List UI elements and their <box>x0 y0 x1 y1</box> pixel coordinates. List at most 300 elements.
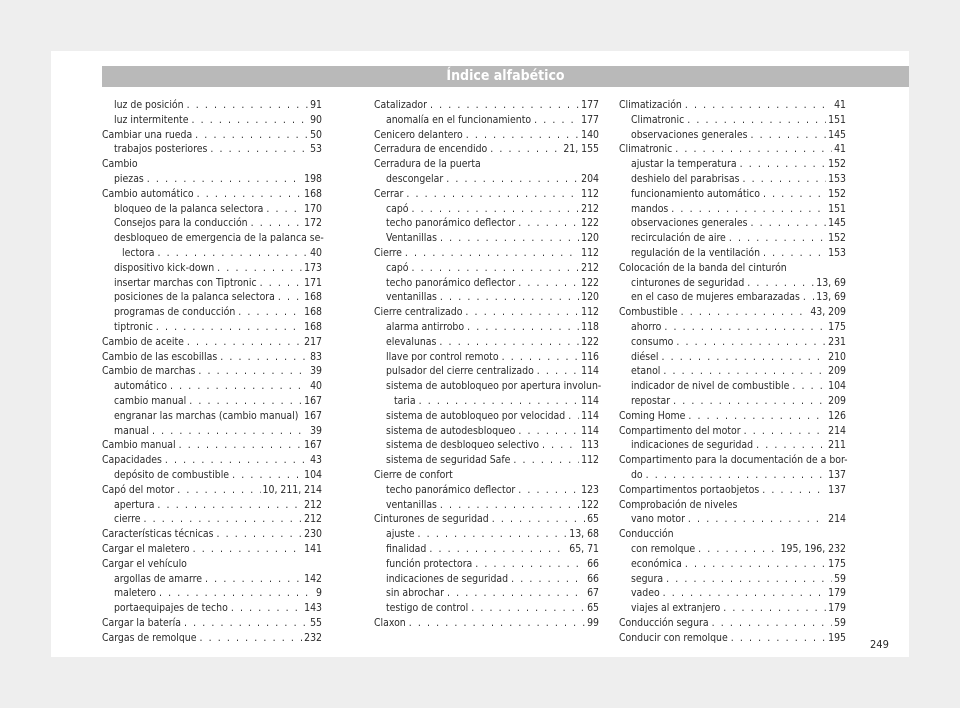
index-page-ref: 210 <box>828 350 846 363</box>
dot-leader <box>803 290 814 305</box>
dot-leader <box>518 276 579 291</box>
dot-leader <box>663 586 826 601</box>
dot-leader <box>210 142 308 157</box>
index-page-ref: 171 <box>304 276 322 289</box>
dot-leader <box>301 409 302 424</box>
index-page-ref: 168 <box>304 306 322 319</box>
index-page-ref: 212 <box>304 513 322 526</box>
index-term: testigo de control <box>386 602 469 615</box>
index-page-ref: 153 <box>828 246 846 259</box>
index-page-ref: 122 <box>581 276 599 289</box>
index-term: Compartimentos portaobjetos <box>619 483 760 496</box>
index-page-ref: 112 <box>581 246 599 259</box>
index-term: Cerrar <box>374 187 404 200</box>
index-term: observaciones generales <box>631 128 748 141</box>
dot-leader <box>197 187 303 202</box>
index-page-ref: 145 <box>828 128 846 141</box>
dot-leader <box>405 246 579 261</box>
index-entry <box>374 172 599 187</box>
index-page-ref: 13, 69 <box>816 291 846 304</box>
index-term: función protectora <box>386 557 473 570</box>
index-page-ref: 122 <box>581 335 599 348</box>
dot-leader <box>471 601 585 616</box>
index-term: Cambiar una rueda <box>102 128 193 141</box>
dot-leader <box>502 350 580 365</box>
index-entry <box>102 453 322 468</box>
index-page-ref: 179 <box>828 587 846 600</box>
index-entry <box>374 305 599 320</box>
dot-leader <box>412 202 580 217</box>
index-page-ref: 140 <box>581 128 599 141</box>
index-heading: Cierre de confort <box>374 468 453 481</box>
index-heading: Cambio <box>102 158 138 171</box>
dot-leader <box>198 364 308 379</box>
index-entry <box>619 142 846 157</box>
index-entry <box>619 157 846 172</box>
dot-leader <box>763 187 826 202</box>
index-term: llave por control remoto <box>386 350 499 363</box>
index-column-1 <box>102 98 322 645</box>
index-page-ref: 167 <box>304 409 322 422</box>
dot-leader <box>751 128 827 143</box>
index-page-ref: 118 <box>581 320 599 333</box>
dot-leader <box>537 364 579 379</box>
index-entry <box>102 601 322 616</box>
index-column-2 <box>374 98 602 631</box>
index-entry <box>374 453 599 468</box>
index-entry <box>102 424 322 439</box>
dot-leader <box>511 572 585 587</box>
index-term: recirculación de aire <box>631 232 726 245</box>
index-term: indicador de nivel de combustible <box>631 380 790 393</box>
dot-leader <box>217 261 302 276</box>
dot-leader <box>729 231 826 246</box>
index-page-ref: 123 <box>581 483 599 496</box>
index-page-ref: 65, 71 <box>569 542 599 555</box>
index-heading: sistema de autobloqueo por apertura involun- <box>386 380 602 393</box>
dot-leader <box>430 98 579 113</box>
page-title: Índice alfabético <box>446 68 565 84</box>
index-page-ref: 91 <box>310 99 322 111</box>
index-page-ref: 66 <box>587 572 599 585</box>
dot-leader <box>740 157 827 172</box>
dot-leader <box>220 350 308 365</box>
index-entry <box>619 601 846 616</box>
index-term: Cambio manual <box>102 439 176 452</box>
index-entry <box>619 246 846 261</box>
index-page-ref: 177 <box>581 99 599 111</box>
index-page-ref: 65 <box>587 602 599 615</box>
index-term: piezas <box>114 172 144 185</box>
dot-leader <box>681 305 809 320</box>
index-term: vadeo <box>631 587 660 600</box>
index-term: Conducir con remolque <box>619 631 728 644</box>
page-header <box>102 66 909 87</box>
index-term: ajuste <box>386 528 415 541</box>
dot-leader <box>238 305 302 320</box>
index-entry <box>374 542 599 557</box>
index-term: Cambio de aceite <box>102 335 184 348</box>
dot-leader <box>156 320 302 335</box>
index-entry <box>619 276 846 291</box>
index-term: Cenicero delantero <box>374 128 463 141</box>
dot-leader <box>687 113 826 128</box>
index-term: ventanillas <box>386 291 437 304</box>
index-entry <box>374 409 599 424</box>
index-term: techo panorámico deflector <box>386 276 516 289</box>
index-term: Climatización <box>619 99 682 111</box>
index-page-ref: 40 <box>310 380 322 393</box>
dot-leader <box>685 98 832 113</box>
index-page-ref: 211 <box>828 439 846 452</box>
index-term: Características técnicas <box>102 528 214 541</box>
dot-leader <box>475 557 585 572</box>
dot-leader <box>712 616 833 631</box>
index-entry <box>102 631 322 646</box>
index-term: luz de posición <box>114 99 184 111</box>
index-term: techo panorámico deflector <box>386 217 516 230</box>
index-entry <box>102 350 322 365</box>
dot-leader <box>685 557 826 572</box>
index-entry <box>374 424 599 439</box>
dot-leader <box>447 586 585 601</box>
index-term: luz intermitente <box>114 113 189 126</box>
index-entry <box>102 512 322 527</box>
index-term: maletero <box>114 587 156 600</box>
dot-leader <box>747 276 814 291</box>
dot-leader <box>744 424 827 439</box>
index-entry <box>619 98 846 113</box>
index-page-ref: 55 <box>310 616 322 629</box>
index-page-ref: 145 <box>828 217 846 230</box>
index-term: segura <box>631 572 664 585</box>
index-heading: Comprobación de niveles <box>619 498 738 511</box>
index-term: programas de conducción <box>114 306 236 319</box>
index-term: techo panorámico deflector <box>386 483 516 496</box>
index-entry <box>619 512 846 527</box>
index-entry <box>619 364 846 379</box>
index-entry <box>374 350 599 365</box>
index-page-ref: 10, 211, 214 <box>262 483 322 496</box>
index-page-ref: 151 <box>828 113 846 126</box>
index-heading: Compartimento para la documentación de a bor- <box>619 454 848 467</box>
index-entry <box>374 335 599 350</box>
index-term: manual <box>114 424 150 437</box>
index-page-ref: 195 <box>828 631 846 644</box>
dot-leader <box>698 542 778 557</box>
index-term: funcionamiento automático <box>631 187 760 200</box>
index-entry <box>619 616 846 631</box>
index-entry <box>102 261 322 276</box>
dot-leader <box>675 142 832 157</box>
index-page-ref: 209 <box>828 394 846 407</box>
dot-leader <box>534 113 579 128</box>
index-term: alarma antirrobo <box>386 320 465 333</box>
index-page-ref: 53 <box>310 143 322 156</box>
index-entry <box>102 172 322 187</box>
index-term: Climatronic <box>619 143 673 156</box>
dot-leader <box>731 631 826 646</box>
index-page-ref: 214 <box>828 513 846 526</box>
index-term: pulsador del cierre centralizado <box>386 365 534 378</box>
index-page-ref: 179 <box>828 602 846 615</box>
index-term: Cierre centralizado <box>374 306 463 319</box>
dot-leader <box>159 586 314 601</box>
index-entry <box>619 335 846 350</box>
index-page-ref: 99 <box>587 616 599 629</box>
index-term: económica <box>631 557 682 570</box>
index-page-ref: 172 <box>304 217 322 230</box>
index-page-ref: 39 <box>310 365 322 378</box>
index-entry <box>374 128 599 143</box>
index-heading: Conducción <box>619 528 674 541</box>
index-entry <box>619 320 846 335</box>
index-page-ref: 137 <box>828 483 846 496</box>
index-entry <box>619 468 846 483</box>
dot-leader <box>688 512 826 527</box>
dot-leader <box>179 438 303 453</box>
index-entry <box>619 290 846 305</box>
index-entry <box>619 379 846 394</box>
dot-leader <box>756 438 826 453</box>
dot-leader <box>191 113 308 128</box>
index-term: etanol <box>631 365 661 378</box>
page-number: 249 <box>870 638 889 651</box>
index-page-ref: 152 <box>828 158 846 171</box>
index-entry <box>619 483 846 498</box>
index-term: engranar las marchas (cambio manual) <box>114 409 299 422</box>
index-page-ref: 41 <box>834 143 846 156</box>
index-entry <box>619 394 846 409</box>
index-term: Consejos para la conducción <box>114 217 248 230</box>
index-page-ref: 142 <box>304 572 322 585</box>
index-page-ref: 114 <box>581 394 599 407</box>
index-page-ref: 152 <box>828 187 846 200</box>
dot-leader <box>465 305 579 320</box>
index-term: Combustible <box>619 306 678 319</box>
dot-leader <box>646 468 827 483</box>
index-page-ref: 113 <box>581 439 599 452</box>
index-entry <box>374 276 599 291</box>
index-term: observaciones generales <box>631 217 748 230</box>
index-term: portaequipajes de techo <box>114 602 228 615</box>
index-entry <box>374 438 599 453</box>
index-entry <box>619 113 846 128</box>
index-entry <box>102 98 322 113</box>
dot-leader <box>177 483 260 498</box>
index-page-ref: 231 <box>828 335 846 348</box>
index-entry <box>102 364 322 379</box>
index-entry <box>102 290 322 305</box>
dot-leader <box>187 98 309 113</box>
index-term: indicaciones de seguridad <box>631 439 754 452</box>
index-page-ref: 175 <box>828 557 846 570</box>
dot-leader <box>518 483 579 498</box>
dot-leader <box>157 246 308 261</box>
dot-leader <box>409 616 585 631</box>
index-page-ref: 112 <box>581 187 599 200</box>
dot-leader <box>216 527 302 542</box>
index-heading: desbloqueo de emergencia de la palanca se- <box>114 232 324 245</box>
index-page-ref: 232 <box>304 631 322 644</box>
dot-leader <box>419 394 580 409</box>
index-page-ref: 39 <box>310 424 322 437</box>
dot-leader <box>205 572 302 587</box>
index-term: tiptronic <box>114 320 153 333</box>
index-entry <box>619 231 846 246</box>
index-page-ref: 50 <box>310 128 322 141</box>
dot-leader <box>466 128 579 143</box>
dot-leader <box>232 468 302 483</box>
index-term: Cargas de remolque <box>102 631 197 644</box>
index-entry <box>374 586 599 601</box>
dot-leader <box>446 172 579 187</box>
index-entry <box>619 216 846 231</box>
dot-leader <box>676 335 826 350</box>
dot-leader <box>688 409 826 424</box>
dot-leader <box>412 261 580 276</box>
index-page-ref: 212 <box>304 498 322 511</box>
dot-leader <box>199 631 302 646</box>
index-entry <box>619 305 846 320</box>
index-page-ref: 153 <box>828 172 846 185</box>
index-page-ref: 177 <box>581 113 599 126</box>
index-page-ref: 40 <box>310 246 322 259</box>
dot-leader <box>671 202 826 217</box>
index-entry <box>102 586 322 601</box>
index-term: ajustar la temperatura <box>631 158 737 171</box>
dot-leader <box>195 128 308 143</box>
dot-leader <box>260 276 303 291</box>
index-entry <box>102 305 322 320</box>
dot-leader <box>193 542 303 557</box>
dot-leader <box>664 320 826 335</box>
index-entry <box>374 572 599 587</box>
dot-leader <box>673 394 826 409</box>
dot-leader <box>266 202 302 217</box>
index-page-ref: 204 <box>581 172 599 185</box>
index-page-ref: 114 <box>581 365 599 378</box>
dot-leader <box>147 172 302 187</box>
index-page-ref: 104 <box>304 468 322 481</box>
index-term: en el caso de mujeres embarazadas <box>631 291 800 304</box>
index-page-ref: 112 <box>581 306 599 319</box>
index-entry <box>619 172 846 187</box>
index-term: Capó del motor <box>102 483 175 496</box>
index-term: Cierre <box>374 246 402 259</box>
index-page-ref: 167 <box>304 439 322 452</box>
index-term: automático <box>114 380 167 393</box>
index-entry <box>102 202 322 217</box>
index-entry <box>619 202 846 217</box>
index-entry <box>374 290 599 305</box>
index-page-ref: 104 <box>828 380 846 393</box>
index-entry <box>374 261 599 276</box>
index-term: sistema de seguridad Safe <box>386 454 511 467</box>
index-term: Claxon <box>374 616 406 629</box>
index-entry <box>102 216 322 231</box>
index-term: con remolque <box>631 542 696 555</box>
dot-leader <box>723 601 826 616</box>
index-entry <box>102 246 322 261</box>
index-entry <box>619 586 846 601</box>
index-term: Cambio de las escobillas <box>102 350 218 363</box>
dot-leader <box>440 290 579 305</box>
index-page-ref: 168 <box>304 291 322 304</box>
index-entry <box>102 394 322 409</box>
index-entry <box>374 187 599 202</box>
dot-leader <box>439 335 579 350</box>
index-entry <box>374 557 599 572</box>
index-page-ref: 195, 196, 232 <box>780 542 846 555</box>
index-entry <box>374 216 599 231</box>
index-term: bloqueo de la palanca selectora <box>114 202 264 215</box>
index-page-ref: 43, 209 <box>810 306 846 319</box>
index-term: viajes al extranjero <box>631 602 721 615</box>
index-page-ref: 152 <box>828 232 846 245</box>
index-entry <box>374 98 599 113</box>
index-term: sistema de autodesbloqueo <box>386 424 516 437</box>
index-term: regulación de la ventilación <box>631 246 761 259</box>
index-entry <box>619 350 846 365</box>
index-entry <box>102 187 322 202</box>
dot-leader <box>762 483 826 498</box>
index-term: anomalía en el funcionamiento <box>386 113 532 126</box>
index-term: Climatronic <box>631 113 685 126</box>
index-entry <box>102 335 322 350</box>
index-term: depósito de combustible <box>114 468 230 481</box>
index-entry <box>374 498 599 513</box>
index-heading: Colocación de la banda del cinturón <box>619 261 787 274</box>
index-page-ref: 167 <box>304 394 322 407</box>
index-term: Cinturones de seguridad <box>374 513 489 526</box>
index-page-ref: 168 <box>304 187 322 200</box>
dot-leader <box>742 172 826 187</box>
dot-leader <box>513 453 579 468</box>
index-page-ref: 122 <box>581 217 599 230</box>
index-term: sistema de autobloqueo por velocidad <box>386 409 566 422</box>
index-page <box>51 51 909 657</box>
index-term: taria <box>394 394 416 407</box>
index-page-ref: 116 <box>581 350 599 363</box>
index-page-ref: 59 <box>834 616 846 629</box>
index-term: cierre <box>114 513 141 526</box>
dot-leader <box>157 498 302 513</box>
index-entry <box>102 616 322 631</box>
index-entry <box>374 527 599 542</box>
index-page-ref: 13, 68 <box>569 528 599 541</box>
index-term: Compartimento del motor <box>619 424 741 437</box>
index-term: lectora <box>122 246 155 259</box>
dot-leader <box>662 350 827 365</box>
index-entry <box>102 142 322 157</box>
index-entry <box>619 572 846 587</box>
index-heading: Cargar el vehículo <box>102 557 187 570</box>
dot-leader <box>751 216 827 231</box>
index-term: Conducción segura <box>619 616 709 629</box>
dot-leader <box>490 142 561 157</box>
dot-leader <box>467 320 579 335</box>
index-entry <box>374 231 599 246</box>
dot-leader <box>231 601 302 616</box>
index-page-ref: 170 <box>304 202 322 215</box>
index-term: Capacidades <box>102 454 162 467</box>
index-term: sistema de desbloqueo selectivo <box>386 439 539 452</box>
index-term: Catalizador <box>374 99 427 111</box>
index-page-ref: 137 <box>828 468 846 481</box>
index-column-3 <box>619 98 846 645</box>
index-entry <box>374 394 599 409</box>
